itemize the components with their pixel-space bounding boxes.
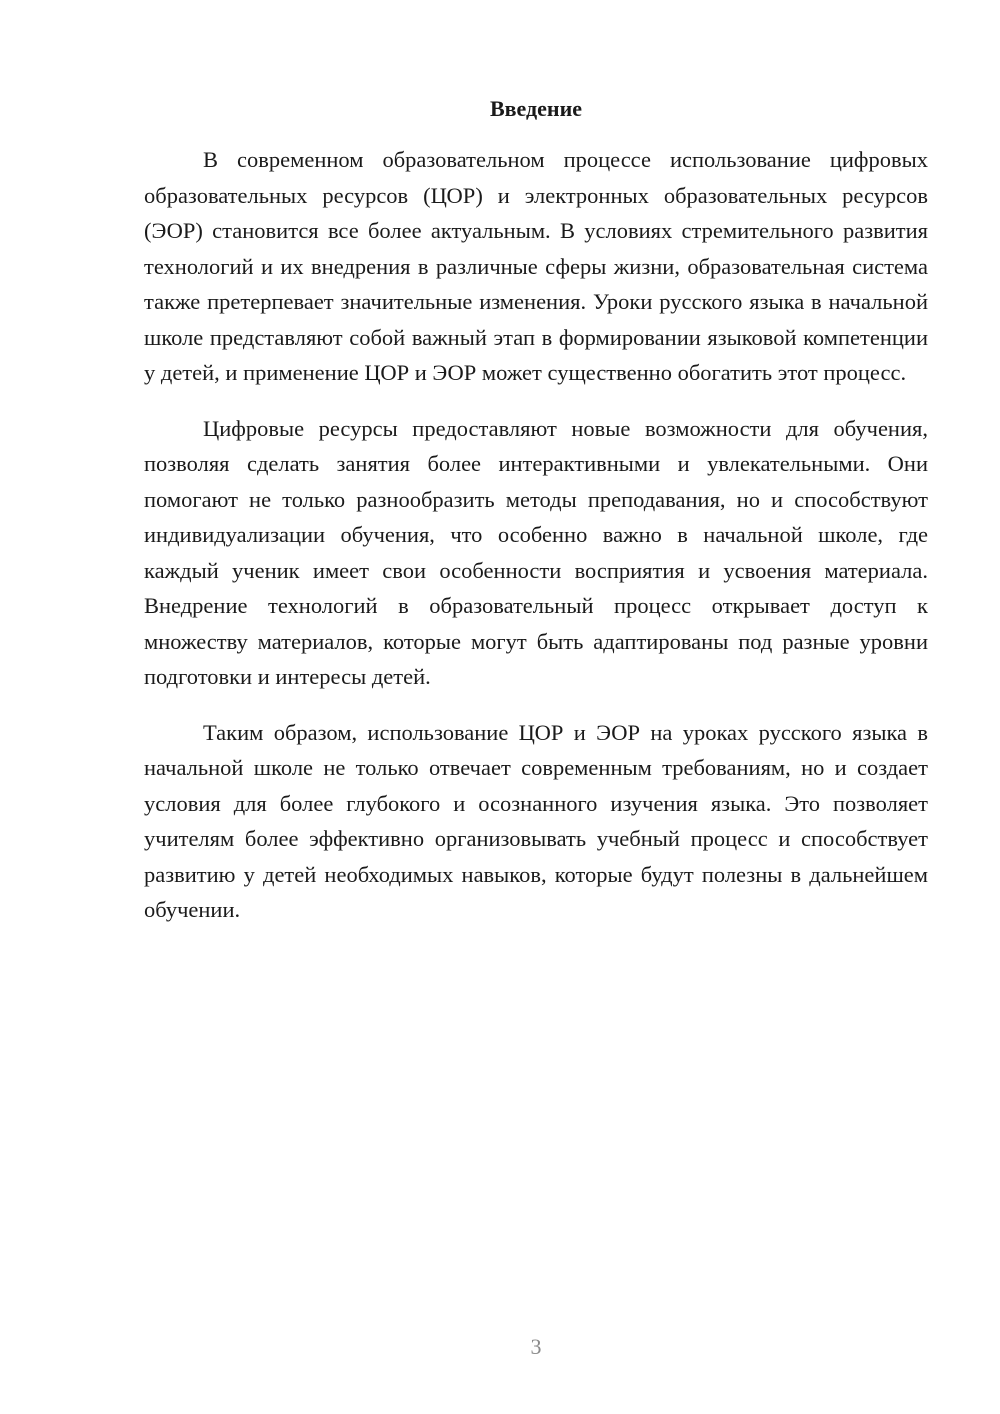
section-title: Введение — [489, 96, 583, 121]
page-number: 3 — [530, 1334, 542, 1359]
paragraph-2: Цифровые ресурсы предоставляют новые возможности для обучения, позволяя сделать занятия более интерактивными и увлекательными. Они помогают не только разнообразить методы преподавания, но и способствуют индивидуализации обучения, что особенно важно в начальной школе, где каждый ученик имеет свои особенности восприятия и усвоения материала. Внедрение технологий в образовательный процесс открывает доступ к множеству материалов, которые могут быть адаптированы под разные уровни подготовки и интересы детей. — [144, 415, 928, 689]
page-content — [144, 92, 928, 948]
paragraph-3: Таким образом, использование ЦОР и ЭОР на уроках русского языка в начальной школе не только отвечает современным требованиям, но и создает условия для более глубокого и осознанного изучения языка. Это позволяет учителям более эффективно организовывать учебный процесс и способствует развитию у детей необходимых навыков, которые будут полезны в дальнейшем обучении. — [144, 719, 928, 922]
paragraph-1: В современном образовательном процессе использование цифровых образовательных ресурсов (ЦОР) и электронных образовательных ресурсов (ЭОР) становится все более актуальным. В условиях стремительного развития технологий и их внедрения в различные сферы жизни, образовательная система также претерпевает значительные изменения. Уроки русского языка в начальной школе представляют собой важный этап в формировании языковой компетенции у детей, и применение ЦОР и ЭОР может существенно обогатить этот процесс. — [144, 147, 928, 385]
